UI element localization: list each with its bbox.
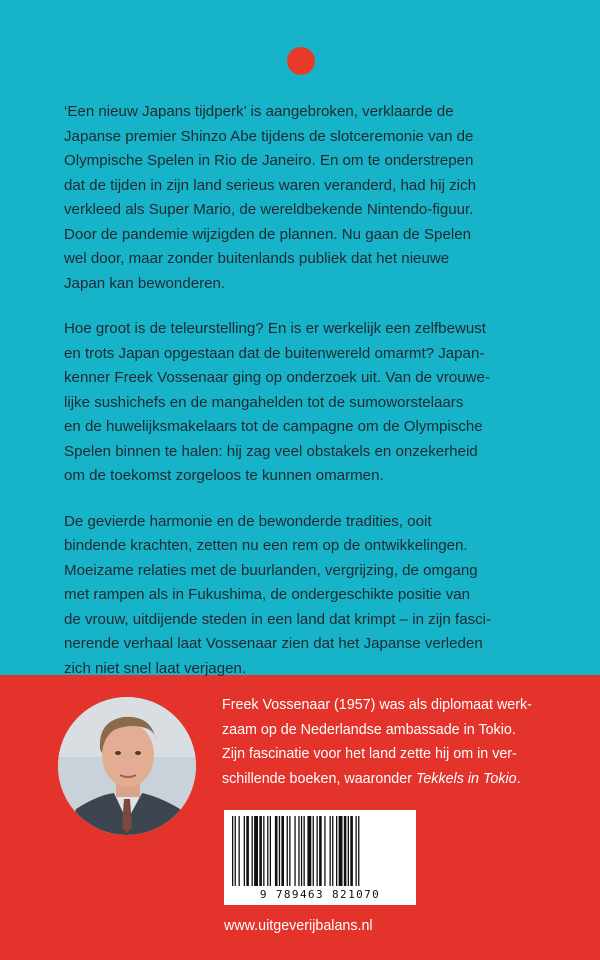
text-line: lijke sushichefs en de mangahelden tot de sumoworstelaars (64, 393, 464, 411)
text-line: zich niet snel laat verjagen. (64, 659, 247, 677)
text-line: en de huwelijksmakelaars tot de campagne om de Olympische (64, 418, 483, 435)
text-fragment: schillende boeken, waaronder (222, 770, 416, 787)
author-bio (222, 693, 552, 791)
text-line: zaam op de Nederlandse ambassade in Tokio. (222, 721, 516, 738)
barcode-bar (287, 816, 288, 886)
barcode-bar (235, 816, 236, 886)
barcode-bar (324, 816, 325, 886)
book-title: Tekkels in Tokio (415, 770, 517, 787)
barcode-bar (301, 816, 302, 886)
red-dot-icon (287, 47, 315, 75)
text-line: De gevierde harmonie en de bewonderde tradities, ooit (64, 512, 432, 530)
barcode-bar (330, 816, 331, 886)
barcode-bar (313, 816, 314, 886)
blurb-paragraph-2 (64, 317, 542, 489)
barcode-bar (336, 816, 337, 886)
barcode-bar (358, 816, 359, 886)
text-line: Japan kan bewonderen. (64, 274, 226, 292)
barcode-bar (275, 816, 278, 886)
barcode-bar (267, 816, 268, 886)
barcode-bar (289, 816, 290, 886)
text-fragment: . (516, 770, 521, 787)
blurb-paragraph-3 (64, 510, 542, 682)
barcode-bar (319, 816, 322, 886)
barcode-bar (344, 816, 347, 886)
barcode-bar (307, 816, 311, 886)
barcode-bar (281, 816, 284, 886)
barcode-bar (332, 816, 333, 886)
barcode-bar (348, 816, 349, 886)
text-line: Olympische Spelen in Rio de Janeiro. En om te onderstrepen (64, 152, 474, 169)
text-line: met rampen als in Fukushima, de ondergeschikte positie van (64, 586, 471, 603)
text-line: en trots Japan opgestaan dat de buitenwereld omarmt? Japan- (64, 344, 485, 362)
barcode-bar (263, 816, 264, 886)
barcode-bar (317, 816, 318, 886)
text-line: Hoe groot is de teleurstelling? En is er werkelijk een zelfbewust (64, 320, 486, 337)
back-cover-blurb (64, 100, 542, 702)
text-line: om de toekomst zorgeloos te kunnen omarmen. (64, 467, 384, 484)
text-line: wel door, maar zonder buitenlands publiek dat het nieuwe (64, 250, 450, 267)
blurb-paragraph-1 (64, 100, 542, 296)
text-line: ‘Een nieuw Japans tijdperk’ is aangebroken, verklaarde de (64, 103, 454, 120)
barcode-bar (350, 816, 353, 886)
barcode-bar (270, 816, 271, 886)
barcode-bar (246, 816, 249, 886)
barcode-bar (244, 816, 245, 886)
text-line: nerende verhaal laat Vossenaar zien dat het Japanse verleden (64, 635, 483, 652)
text-line (222, 767, 552, 792)
text-line: Zijn fascinatie voor het land zette hij om in ver- (222, 746, 517, 762)
barcode-bar (239, 816, 240, 886)
barcode-bars (232, 816, 408, 886)
barcode-bar (232, 816, 233, 886)
text-line: verkleed als Super Mario, de wereldbekende Nintendo-figuur. (64, 201, 474, 218)
barcode-bar (304, 816, 305, 886)
text-line: Spelen binnen te halen: hij zag veel obstakels en onzekerheid (64, 442, 478, 460)
barcode-bar (339, 816, 343, 886)
text-line: de vrouw, uitdijende steden in een land dat krimpt – in zijn fasci- (64, 610, 492, 628)
publisher-website[interactable]: www.uitgeverijbalans.nl (224, 918, 373, 934)
barcode-bar (356, 816, 357, 886)
text-line: Japanse premier Shinzo Abe tijdens de slotceremonie van de (64, 127, 474, 145)
isbn-number: 9 789463 821070 (259, 888, 381, 901)
barcode-bar (279, 816, 280, 886)
barcode-bar (254, 816, 258, 886)
text-line: Moeizame relaties met de buurlanden, vergrijzing, de omgang (64, 561, 478, 579)
text-line: Freek Vossenaar (1957) was als diplomaat werk- (222, 697, 532, 713)
text-line: dat de tijden in zijn land serieus waren veranderd, had hij zich (64, 176, 476, 194)
text-line: kenner Freek Vossenaar ging op onderzoek uit. Van de vrouwe- (64, 369, 490, 386)
barcode-bar (252, 816, 253, 886)
author-photo (58, 697, 196, 835)
isbn-barcode (224, 810, 416, 905)
barcode-bar (294, 816, 295, 886)
barcode-bar (298, 816, 299, 886)
text-line: bindende krachten, zetten nu een rem op de ontwikkelingen. (64, 537, 468, 554)
barcode-bar (259, 816, 262, 886)
text-line: Door de pandemie wijzigden de plannen. Nu gaan de Spelen (64, 225, 471, 243)
